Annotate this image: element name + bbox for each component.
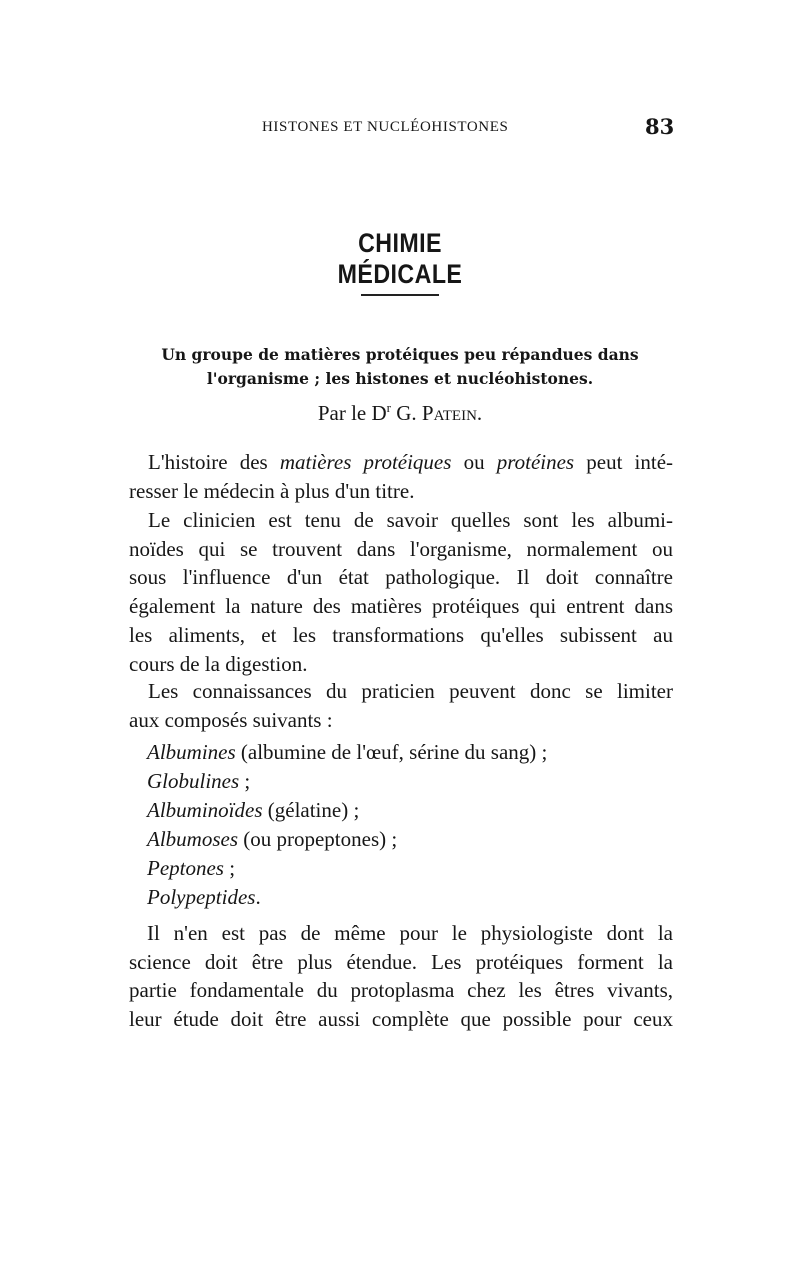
paragraph-line: également la nature des matières protéiques qui entrent dans [129, 594, 673, 619]
compound-list [147, 738, 547, 912]
list-item [147, 738, 547, 767]
paragraph-line: Il n'en est pas de même pour le physiologiste dont la [147, 921, 673, 945]
paragraph-line: cours de la digestion. [129, 651, 308, 676]
paragraph-line: science doit être plus étendue. Les protéiques forment la [129, 949, 673, 974]
list-item-text: (ou propeptones) ; [238, 827, 398, 851]
text-span-italic: protéines [496, 450, 575, 474]
list-item [147, 854, 547, 883]
paragraph-2 [129, 506, 673, 678]
running-head: HISTONES ET NUCLÉOHISTONES [262, 119, 509, 135]
text-span-italic: matières protéiques [279, 450, 452, 474]
list-item-text: (albumine de l'œuf, sérine du sang) ; [235, 740, 548, 764]
byline-author: G. Patein. [396, 401, 483, 425]
paragraph-4 [129, 919, 673, 1034]
paragraph-line: Le clinicien est tenu de savoir quelles sont les albumi- [148, 508, 673, 532]
page-number: 83 [645, 114, 675, 139]
paragraph-1-line-2: resser le médecin à plus d'un titre. [129, 478, 415, 503]
paragraph-line: les aliments, et les transformations qu'elles subissent au [129, 622, 673, 647]
list-item-term: Albumines [147, 740, 236, 764]
list-item-term: Globulines [147, 769, 240, 793]
paragraph-1-line-1 [143, 448, 673, 477]
list-item-term: Polypeptides [147, 885, 256, 909]
paragraph-line: noïdes qui se trouvent dans l'organisme, normalement ou [129, 536, 673, 561]
paragraph-line: leur étude doit être aussi complète que possible pour ceux [129, 1007, 673, 1032]
byline-prefix: Par le D [317, 401, 387, 425]
divider-rule [361, 294, 439, 296]
paragraph-line: aux composés suivants : [129, 707, 333, 732]
paragraph-line: partie fondamentale du protoplasma chez les êtres vivants, [129, 978, 673, 1003]
list-item [147, 767, 547, 796]
list-item-text: ; [239, 769, 251, 793]
list-item-text: (gélatine) ; [262, 798, 360, 822]
section-title: CHIMIE MÉDICALE [337, 228, 463, 289]
byline [0, 400, 800, 426]
text-span: peut inté- [574, 450, 674, 474]
paragraph-1 [129, 448, 674, 505]
text-span: ou [451, 450, 497, 474]
text-span: L'histoire des [148, 450, 280, 474]
article-title [120, 343, 680, 391]
list-item-term: Peptones [147, 856, 224, 880]
list-item [147, 825, 547, 854]
paragraph-line: Les connaissances du praticien peuvent donc se limiter [148, 679, 673, 703]
article-title-line-1: Un groupe de matières protéiques peu répandues dans [161, 345, 639, 364]
list-item-text: . [255, 885, 261, 909]
list-item-term: Albumoses [147, 827, 238, 851]
byline-superscript: r [386, 400, 391, 415]
paragraph-3 [129, 677, 673, 734]
list-item [147, 883, 547, 912]
list-item [147, 796, 547, 825]
article-title-line-2: l'organisme ; les histones et nucléohistones. [206, 369, 594, 388]
list-item-text: ; [223, 856, 236, 880]
paragraph-line: sous l'influence d'un état pathologique. Il doit connaître [129, 565, 673, 590]
list-item-term: Albuminoïdes [147, 798, 263, 822]
